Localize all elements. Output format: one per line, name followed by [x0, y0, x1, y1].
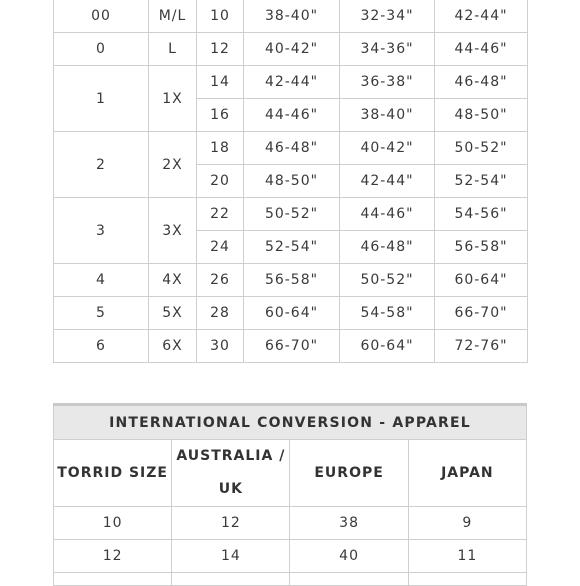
header-europe: EUROPE	[290, 440, 408, 507]
table-row	[54, 33, 528, 66]
measurement-cell: 50-52"	[435, 132, 528, 165]
size-group-cell: 2	[54, 132, 149, 198]
table-row-partial	[54, 573, 527, 586]
size-group-cell: 3	[54, 198, 149, 264]
size-label-cell: 6X	[149, 330, 197, 363]
conversion-title: INTERNATIONAL CONVERSION - APPAREL	[54, 405, 527, 440]
measurement-cell: 54-56"	[435, 198, 528, 231]
measurement-cell: 56-58"	[435, 231, 528, 264]
measurement-cell: 60-64"	[340, 330, 435, 363]
size-label-cell: 1X	[149, 66, 197, 132]
size-chart-body	[54, 0, 528, 363]
size-group-cell: 5	[54, 297, 149, 330]
table-row	[54, 66, 528, 99]
size-number-cell: 28	[197, 297, 244, 330]
header-torrid-size: TORRID SIZE	[54, 440, 172, 507]
table-row	[54, 0, 528, 33]
table-row	[54, 264, 528, 297]
measurement-cell: 50-52"	[340, 264, 435, 297]
size-group-cell: 4	[54, 264, 149, 297]
measurement-cell: 38-40"	[340, 99, 435, 132]
size-group-cell: 0	[54, 33, 149, 66]
measurement-cell: 60-64"	[435, 264, 528, 297]
size-number-cell: 26	[197, 264, 244, 297]
table-row	[54, 297, 528, 330]
size-number-cell: 20	[197, 165, 244, 198]
table-row	[54, 330, 528, 363]
size-label-cell: 3X	[149, 198, 197, 264]
size-number-cell: 16	[197, 99, 244, 132]
measurement-cell: 60-64"	[244, 297, 340, 330]
table-row	[54, 198, 528, 231]
header-japan: JAPAN	[408, 440, 526, 507]
size-group-cell: 6	[54, 330, 149, 363]
table-row	[54, 132, 528, 165]
size-number-cell: 24	[197, 231, 244, 264]
measurement-cell: 36-38"	[340, 66, 435, 99]
size-number-cell: 18	[197, 132, 244, 165]
measurement-cell: 40-42"	[244, 33, 340, 66]
size-number-cell: 12	[197, 33, 244, 66]
size-number-cell: 10	[197, 0, 244, 33]
size-label-cell: M/L	[149, 0, 197, 33]
australia-uk-cell: 14	[172, 540, 290, 573]
measurement-cell: 66-70"	[435, 297, 528, 330]
size-label-cell: 5X	[149, 297, 197, 330]
measurement-cell: 42-44"	[340, 165, 435, 198]
japan-cell: 11	[408, 540, 526, 573]
measurement-cell: 44-46"	[340, 198, 435, 231]
measurement-cell: 52-54"	[435, 165, 528, 198]
measurement-cell: 54-58"	[340, 297, 435, 330]
size-group-cell: 00	[54, 0, 149, 33]
europe-cell: 40	[290, 540, 408, 573]
table-row	[54, 540, 527, 573]
size-number-cell: 14	[197, 66, 244, 99]
torrid-size-cell: 12	[54, 540, 172, 573]
measurement-cell: 38-40"	[244, 0, 340, 33]
table-row	[54, 507, 527, 540]
measurement-cell: 72-76"	[435, 330, 528, 363]
measurement-cell: 40-42"	[340, 132, 435, 165]
size-label-cell: 4X	[149, 264, 197, 297]
measurement-cell: 52-54"	[244, 231, 340, 264]
japan-cell: 9	[408, 507, 526, 540]
measurement-cell: 48-50"	[435, 99, 528, 132]
measurement-cell: 32-34"	[340, 0, 435, 33]
size-label-cell: L	[149, 33, 197, 66]
size-number-cell: 30	[197, 330, 244, 363]
measurement-cell: 44-46"	[435, 33, 528, 66]
size-label-cell: 2X	[149, 132, 197, 198]
measurement-cell: 46-48"	[244, 132, 340, 165]
measurement-cell: 46-48"	[340, 231, 435, 264]
europe-cell: 38	[290, 507, 408, 540]
measurement-cell: 44-46"	[244, 99, 340, 132]
measurement-cell: 42-44"	[435, 0, 528, 33]
international-conversion-table	[53, 403, 527, 586]
conversion-header-row	[54, 440, 527, 507]
measurement-cell: 50-52"	[244, 198, 340, 231]
measurement-cell: 48-50"	[244, 165, 340, 198]
torrid-size-cell: 10	[54, 507, 172, 540]
size-group-cell: 1	[54, 66, 149, 132]
measurement-cell: 66-70"	[244, 330, 340, 363]
measurement-cell: 34-36"	[340, 33, 435, 66]
size-chart-table	[53, 0, 528, 363]
measurement-cell: 56-58"	[244, 264, 340, 297]
header-australia-uk: AUSTRALIA / UK	[172, 440, 290, 507]
measurement-cell: 42-44"	[244, 66, 340, 99]
australia-uk-cell: 12	[172, 507, 290, 540]
size-number-cell: 22	[197, 198, 244, 231]
measurement-cell: 46-48"	[435, 66, 528, 99]
conversion-title-row	[54, 405, 527, 440]
conversion-body	[54, 507, 527, 586]
